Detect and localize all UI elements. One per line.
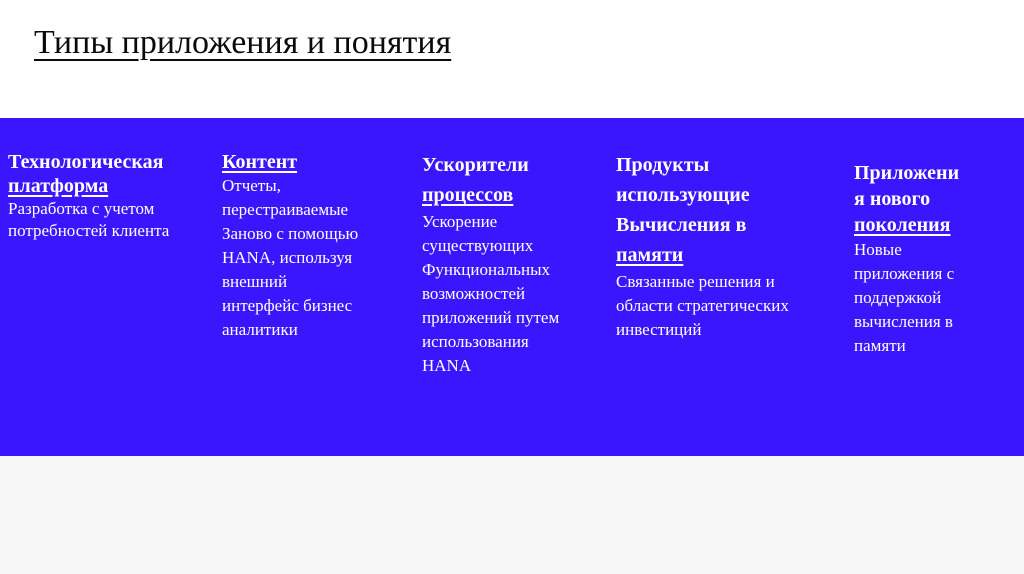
body-line: Новые [854, 240, 902, 259]
body-line: поддержкой [854, 288, 942, 307]
column-heading [854, 160, 1014, 238]
title-area [0, 0, 1024, 118]
body-line: Связанные решения и [616, 272, 775, 291]
heading-line: использующие [616, 184, 750, 206]
column-body [854, 238, 1014, 358]
column-body [616, 270, 831, 342]
body-line: интерфейс бизнес [222, 296, 353, 315]
heading-line: Продукты [616, 154, 710, 176]
column-body [422, 210, 602, 378]
slide-title: Типы приложения и понятия [34, 24, 452, 61]
heading-line-underlined: Контент [222, 151, 298, 173]
body-line: Функциональных [422, 260, 551, 279]
column-next-gen-apps [854, 160, 1014, 358]
heading-line-underlined: памяти [616, 244, 684, 266]
column-content [222, 150, 397, 342]
body-line: аналитики [222, 320, 298, 339]
body-line: приложения с [854, 264, 955, 283]
heading-line-underlined: процессов [422, 184, 514, 206]
body-line: приложений путем [422, 308, 560, 327]
body-line: существующих [422, 236, 534, 255]
body-line: внешний [222, 272, 288, 291]
bottom-area [0, 456, 1024, 574]
body-line: HANA, используя [222, 248, 353, 267]
body-line: возможностей [422, 284, 526, 303]
heading-line: Технологическая [8, 151, 164, 173]
heading-line-underlined: платформа [8, 175, 109, 197]
body-line: Ускорение [422, 212, 498, 231]
column-heading [616, 150, 831, 270]
column-process-accelerators [422, 150, 602, 378]
body-line: области стратегических [616, 296, 789, 315]
column-heading [422, 150, 602, 210]
body-line: Заново с помощью [222, 224, 359, 243]
body-line: HANA [422, 356, 472, 375]
column-heading [222, 150, 397, 174]
body-line: инвестиций [616, 320, 702, 339]
body-line: Отчеты, [222, 176, 281, 195]
column-technology-platform [8, 150, 213, 242]
body-line: перестраиваемые [222, 200, 349, 219]
column-in-memory-products [616, 150, 831, 342]
body-line: памяти [854, 336, 906, 355]
column-heading [8, 150, 213, 198]
heading-line: Вычисления в [616, 214, 747, 236]
body-line: вычисления в [854, 312, 953, 331]
column-body [8, 198, 213, 242]
body-line: Разработка с учетом [8, 199, 155, 218]
body-line: использования [422, 332, 529, 351]
column-body [222, 174, 397, 342]
heading-line: Приложени [854, 162, 960, 184]
heading-line-underlined: поколения [854, 214, 951, 236]
heading-line: я нового [854, 188, 931, 210]
heading-line: Ускорители [422, 154, 529, 176]
body-line: потребностей клиента [8, 221, 170, 240]
